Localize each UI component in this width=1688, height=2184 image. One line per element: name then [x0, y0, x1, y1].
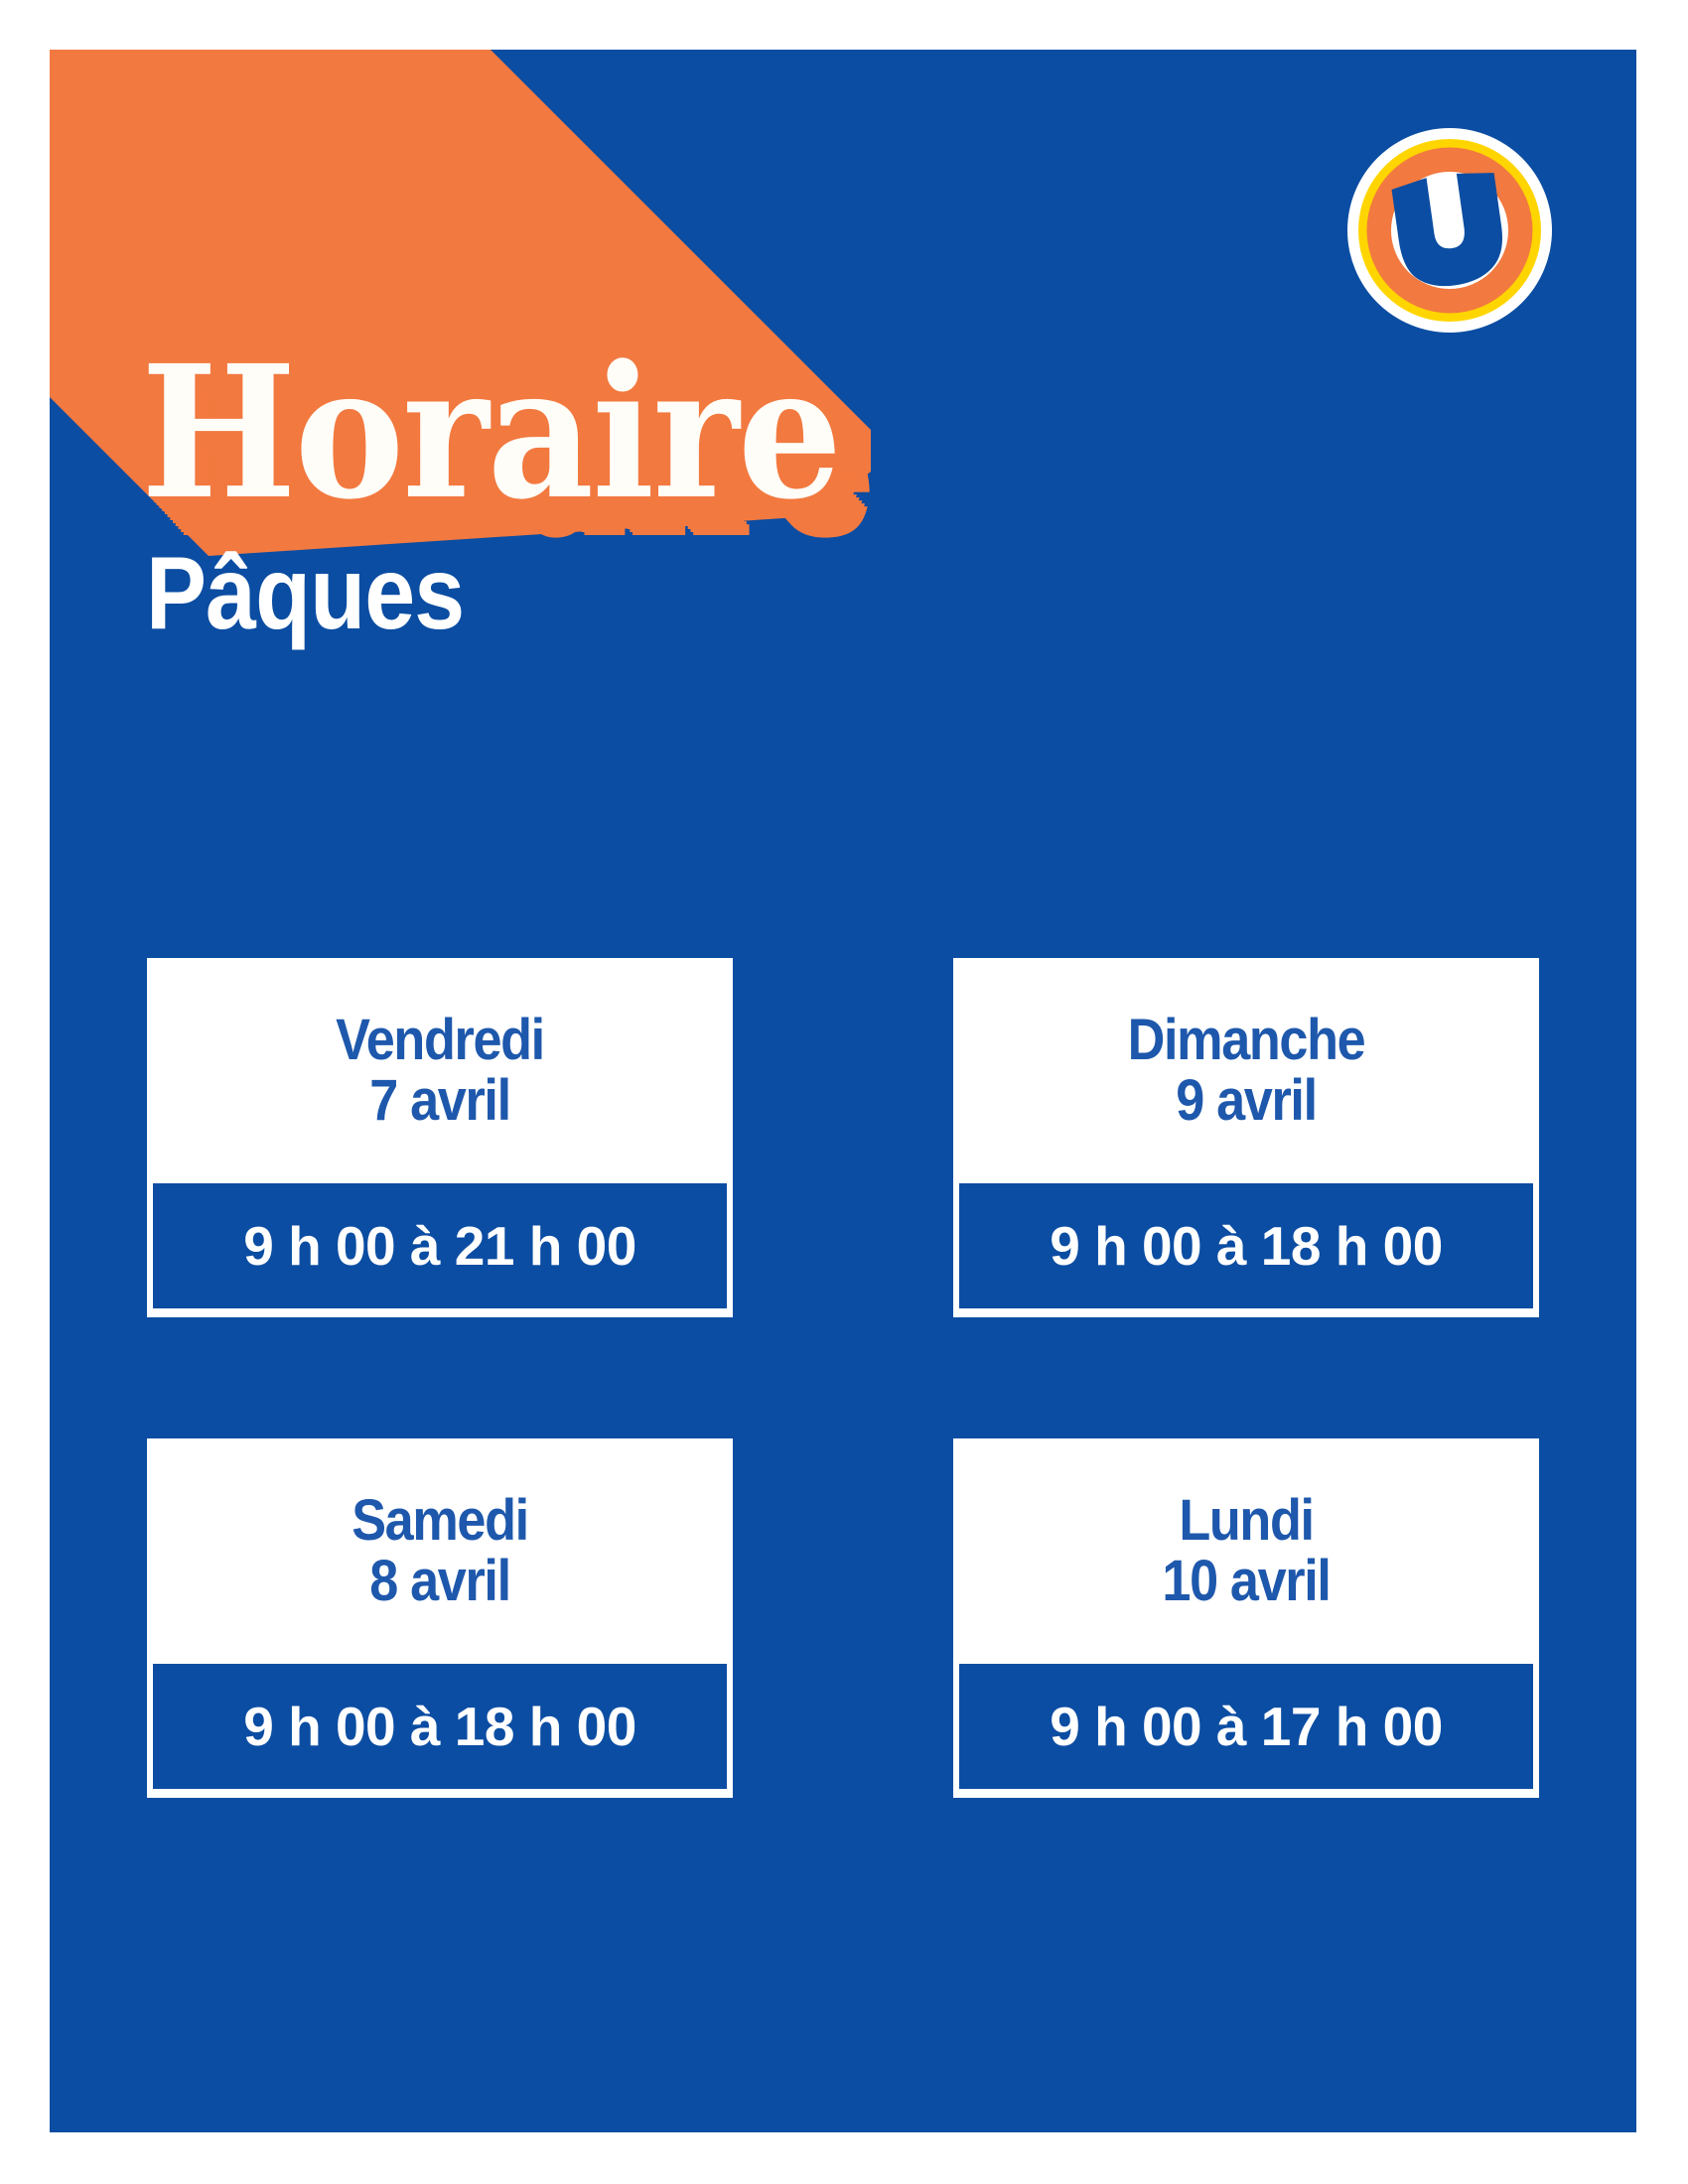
- card-hours-band: [153, 1664, 727, 1789]
- card-day-block: [983, 1438, 1510, 1664]
- card-hours-text: 9 h 00 à 18 h 00: [1050, 1215, 1443, 1277]
- card-date: 7 avril: [369, 1067, 510, 1133]
- card-hours-band: [959, 1183, 1533, 1308]
- card-hours-text: 9 h 00 à 21 h 00: [243, 1215, 636, 1277]
- card-day-block: [177, 1438, 704, 1664]
- schedule-card-lundi: [953, 1438, 1539, 1798]
- u-brand-logo: [1347, 128, 1552, 333]
- poster-page: [50, 50, 1636, 2132]
- poster-subtitle: Pâques: [146, 536, 465, 651]
- card-date: 9 avril: [1176, 1067, 1317, 1133]
- card-day: Vendredi: [336, 1007, 544, 1072]
- schedule-card-vendredi: [147, 958, 733, 1317]
- card-hours-text: 9 h 00 à 17 h 00: [1050, 1696, 1443, 1757]
- card-hours-band: [153, 1183, 727, 1308]
- card-day-block: [177, 958, 704, 1183]
- card-day: Dimanche: [1127, 1007, 1365, 1072]
- card-day: Samedi: [352, 1487, 528, 1553]
- schedule-card-samedi: [147, 1438, 733, 1798]
- schedule-card-dimanche: [953, 958, 1539, 1317]
- card-hours-band: [959, 1664, 1533, 1789]
- card-day-block: [983, 958, 1510, 1183]
- card-date: 10 avril: [1162, 1548, 1331, 1613]
- u-logo-letter-icon: [1383, 164, 1515, 296]
- card-date: 8 avril: [369, 1548, 510, 1613]
- poster-title: Horaire: [141, 326, 841, 540]
- card-hours-text: 9 h 00 à 18 h 00: [243, 1696, 636, 1757]
- card-day: Lundi: [1179, 1487, 1314, 1553]
